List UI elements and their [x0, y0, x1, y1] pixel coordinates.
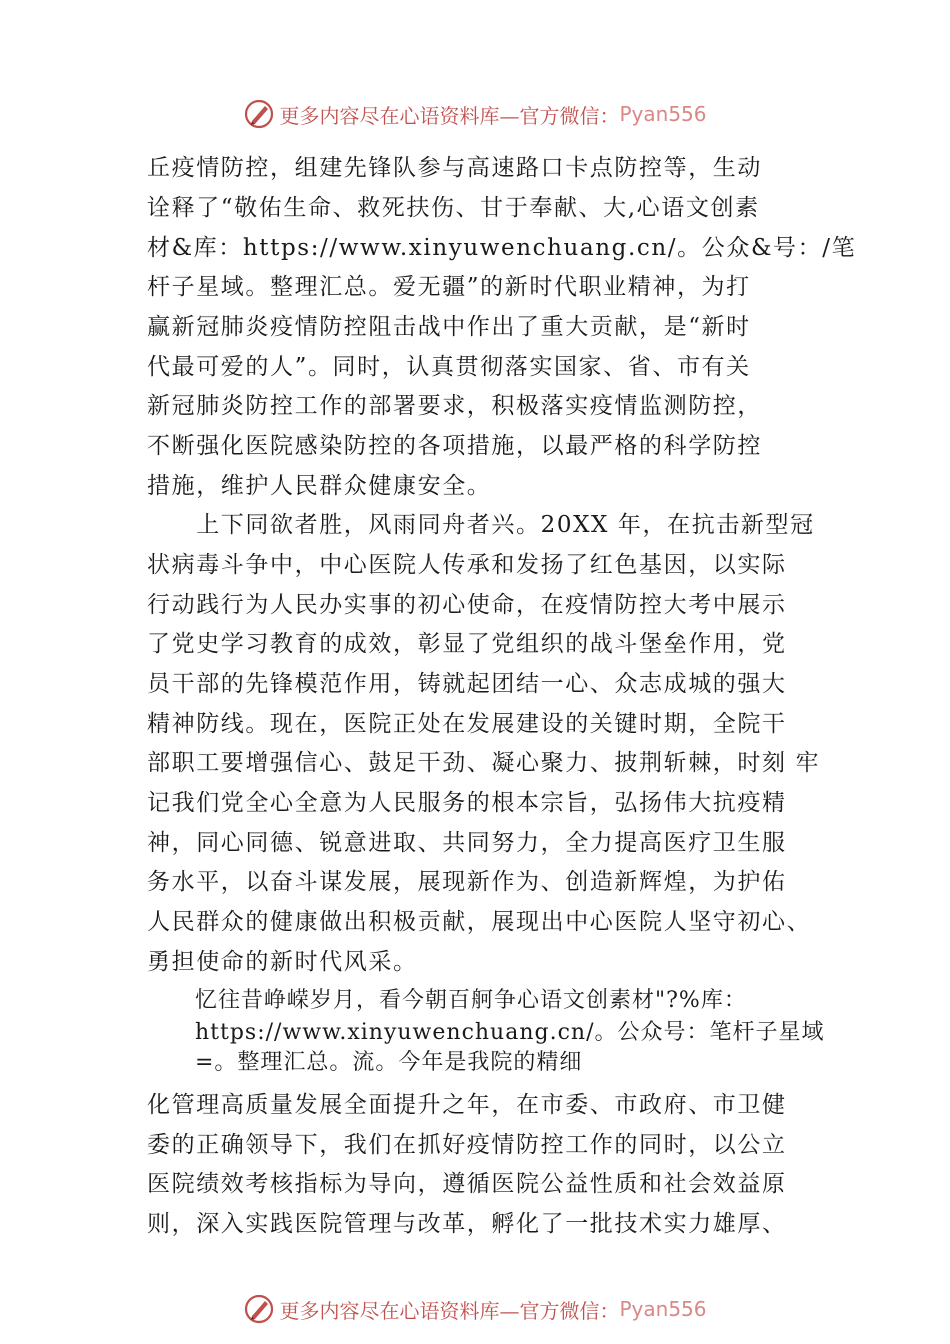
body-line: 上下同欲者胜，风雨同舟者兴。20XX 年，在抗击新型冠	[147, 512, 815, 538]
header-banner	[0, 94, 950, 134]
body-line: 代最可爱的人”。同时，认真贯彻落实国家、省、市有关	[147, 354, 751, 380]
body-line: 人民群众的健康做出积极贡献，展现出中心医院人坚守初心、	[147, 909, 812, 935]
body-line: 化管理高质量发展全面提升之年，在市委、市政府、市卫健	[147, 1092, 787, 1118]
body-line: 赢新冠肺炎疫情防控阻击战中作出了重大贡献，是“新时	[147, 314, 751, 340]
body-line: 务水平，以奋斗谋发展，展现新作为、创造新辉煌，为护佑	[147, 869, 787, 895]
banner-handle: Pyan556	[619, 1297, 707, 1321]
pen-logo-icon	[243, 98, 275, 130]
body-line: 记我们党全心全意为人民服务的根本宗旨，弘扬伟大抗疫精	[147, 790, 787, 816]
body-line: 员干部的先锋模范作用，铸就起团结一心、众志成城的强大	[147, 671, 787, 697]
body-line: 则，深入实践医院管理与改革，孵化了一批技术实力雄厚、	[147, 1211, 787, 1237]
body-line: 委的正确领导下，我们在抓好疫情防控工作的同时，以公立	[147, 1132, 787, 1158]
body-line: 不断强化医院感染防控的各项措施，以最严格的科学防控	[147, 433, 762, 459]
quote-line: =。整理汇总。流。今年是我院的精细	[195, 1050, 583, 1075]
body-line: 状病毒斗争中，中心医院人传承和发扬了红色基因，以实际	[147, 552, 787, 578]
banner-handle: Pyan556	[619, 102, 707, 126]
body-line: 材&库：https://www.xinyuwenchuang.cn/。公众&号：/笔	[147, 235, 857, 261]
body-line: 行动践行为人民办实事的初心使命，在疫情防控大考中展示	[147, 592, 787, 618]
footer-banner	[0, 1289, 950, 1329]
body-line: 杆子星域。整理汇总。爱无疆”的新时代职业精神，为打	[147, 274, 751, 300]
banner-text: 更多内容尽在心语资料库—官方微信：	[279, 1298, 620, 1323]
body-line: 勇担使命的新时代风采。	[147, 949, 418, 975]
banner-text: 更多内容尽在心语资料库—官方微信：	[279, 103, 620, 128]
body-line: 诠释了“敬佑生命、救死扶伤、甘于奉献、大,心语文创素	[147, 195, 760, 221]
quote-line: 忆往昔峥嵘岁月，看今朝百舸争心语文创素材"?%库：	[195, 988, 747, 1013]
body-line: 新冠肺炎防控工作的部署要求，积极落实疫情监测防控，	[147, 393, 762, 419]
body-line: 医院绩效考核指标为导向，遵循医院公益性质和社会效益原	[147, 1171, 787, 1197]
quote-line: https://www.xinyuwenchuang.cn/。公众号：笔杆子星域	[195, 1020, 825, 1045]
body-line: 了党史学习教育的成效，彰显了党组织的战斗堡垒作用，党	[147, 631, 787, 657]
body-line: 丘疫情防控，组建先锋队参与高速路口卡点防控等，生动	[147, 155, 762, 181]
body-line: 措施，维护人民群众健康安全。	[147, 473, 492, 499]
pen-logo-icon	[243, 1293, 275, 1325]
body-line: 神，同心同德、锐意进取、共同努力，全力提高医疗卫生服	[147, 830, 787, 856]
body-line: 部职工要增强信心、鼓足干劲、凝心聚力、披荆斩棘，时刻 牢	[147, 750, 821, 776]
body-line: 精神防线。现在，医院正处在发展建设的关键时期，全院干	[147, 711, 787, 737]
